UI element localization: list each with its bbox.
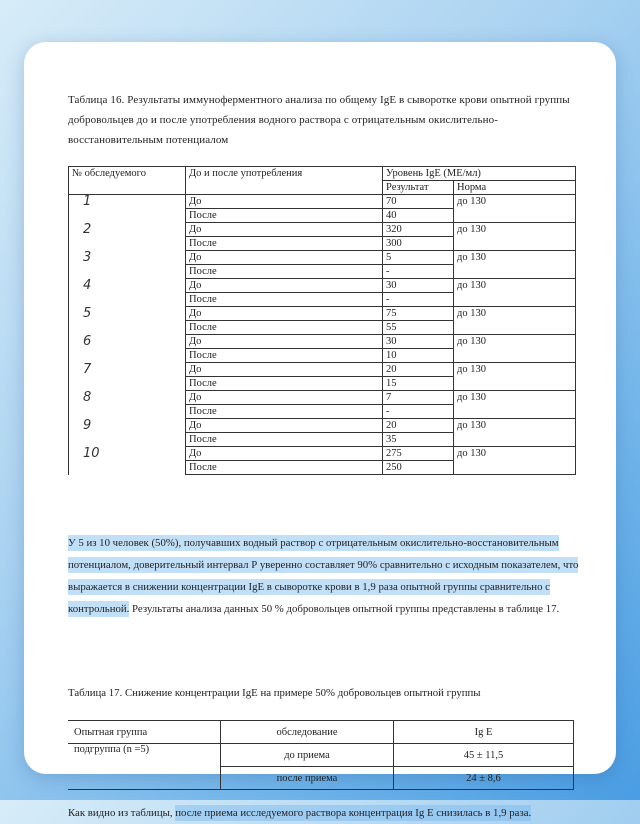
when-before: До <box>186 307 383 321</box>
norm-value: до 130 <box>454 419 576 447</box>
subject-number: 6 <box>69 335 186 363</box>
when-after: После <box>186 377 383 391</box>
result-before: 30 <box>383 335 454 349</box>
result-after: 10 <box>383 349 454 363</box>
when-after: После <box>186 265 383 279</box>
subject-number: 7 <box>69 363 186 391</box>
when-after: После <box>186 237 383 251</box>
when-after: После <box>186 433 383 447</box>
norm-value: до 130 <box>454 251 576 279</box>
table16-row-before <box>69 251 576 265</box>
norm-value: до 130 <box>454 447 576 475</box>
when-after: После <box>186 293 383 307</box>
t17-row-exam: после приема <box>221 767 394 790</box>
when-before: До <box>186 279 383 293</box>
norm-value: до 130 <box>454 195 576 223</box>
when-after: После <box>186 349 383 363</box>
when-before: До <box>186 223 383 237</box>
when-before: До <box>186 251 383 265</box>
table16-row-before <box>69 335 576 349</box>
when-before: До <box>186 447 383 461</box>
table16-row-before <box>69 195 576 209</box>
t17-group-header: Опытная группа <box>68 721 221 744</box>
subject-number: 5 <box>69 307 186 335</box>
t17-exam-header: обследование <box>221 721 394 744</box>
header-result: Результат <box>383 181 454 195</box>
header-norm: Норма <box>454 181 576 195</box>
paragraph-2-highlight: после приема исследуемого раствора концентрация Ig E снизилась в 1,9 раза. <box>175 807 532 819</box>
norm-value: до 130 <box>454 335 576 363</box>
paragraph-2-plain: Как видно из таблицы, <box>68 807 176 819</box>
result-before: 20 <box>383 419 454 433</box>
result-before: 20 <box>383 363 454 377</box>
norm-value: до 130 <box>454 279 576 307</box>
result-after: 250 <box>383 461 454 475</box>
subject-number: 2 <box>69 223 186 251</box>
table16-row-before <box>69 419 576 433</box>
norm-value: до 130 <box>454 223 576 251</box>
table17 <box>68 720 574 790</box>
result-after: 15 <box>383 377 454 391</box>
when-before: До <box>186 335 383 349</box>
table16-row-before <box>69 223 576 237</box>
table16 <box>68 166 576 475</box>
result-after: - <box>383 293 454 307</box>
paragraph-2 <box>68 802 580 824</box>
table16-row-before <box>69 279 576 293</box>
header-subject: № обследуемого <box>69 167 186 195</box>
subject-number: 3 <box>69 251 186 279</box>
when-before: До <box>186 419 383 433</box>
result-after: 40 <box>383 209 454 223</box>
t17-row-exam: до приема <box>221 744 394 767</box>
when-after: После <box>186 461 383 475</box>
result-after: - <box>383 265 454 279</box>
when-after: После <box>186 321 383 335</box>
norm-value: до 130 <box>454 363 576 391</box>
result-before: 70 <box>383 195 454 209</box>
subject-number: 4 <box>69 279 186 307</box>
subject-number: 10 <box>69 447 186 475</box>
header-level: Уровень IgE (МЕ/мл) <box>383 167 576 181</box>
t17-subgroup: подгруппа (n =5) <box>68 744 221 790</box>
result-before: 5 <box>383 251 454 265</box>
norm-value: до 130 <box>454 391 576 419</box>
subject-number: 9 <box>69 419 186 447</box>
table17-title: Таблица 17. Снижение концентрации IgE на примере 50% добровольцев опытной группы <box>68 687 481 699</box>
when-before: До <box>186 391 383 405</box>
result-after: 55 <box>383 321 454 335</box>
header-when: До и после употребления <box>186 167 383 195</box>
result-after: - <box>383 405 454 419</box>
t17-row-value: 45 ± 11,5 <box>394 744 574 767</box>
table16-row-before <box>69 363 576 377</box>
result-before: 320 <box>383 223 454 237</box>
result-before: 7 <box>383 391 454 405</box>
subject-number: 8 <box>69 391 186 419</box>
result-before: 30 <box>383 279 454 293</box>
table16-row-before <box>69 307 576 321</box>
result-after: 35 <box>383 433 454 447</box>
result-before: 75 <box>383 307 454 321</box>
when-before: До <box>186 363 383 377</box>
t17-value-header: Ig E <box>394 721 574 744</box>
norm-value: до 130 <box>454 307 576 335</box>
document-card <box>24 42 616 819</box>
result-after: 300 <box>383 237 454 251</box>
when-after: После <box>186 209 383 223</box>
when-before: До <box>186 195 383 209</box>
subject-number: 1 <box>69 195 186 223</box>
table16-row-before <box>69 391 576 405</box>
paragraph-1-rest: Результаты анализа данных 50 % добровольцев опытной группы представлены в таблице 17. <box>129 603 560 615</box>
paragraph-1-highlight: У 5 из 10 человек (50%), получавших водный раствор с отрицательным окислительно-восстановительным потенциалом, доверительный интервал Р уверенно составляет 90% сравнительно с исходным показателем, что выражается в снижении концентрации IgE в сыворотке крови в 1,9 раза опытной группы сравнительно с контрольной. <box>68 537 579 615</box>
result-before: 275 <box>383 447 454 461</box>
table16-title: Таблица 16. Результаты иммуноферментного анализа по общему IgE в сыворотке крови опытной группы добровольцев до и после употребления водного раствора с отрицательным окислительно-восстановительным потенциалом <box>68 94 570 146</box>
when-after: После <box>186 405 383 419</box>
t17-row-value: 24 ± 8,6 <box>394 767 574 790</box>
table16-row-before <box>69 447 576 461</box>
paragraph-1 <box>68 532 580 620</box>
